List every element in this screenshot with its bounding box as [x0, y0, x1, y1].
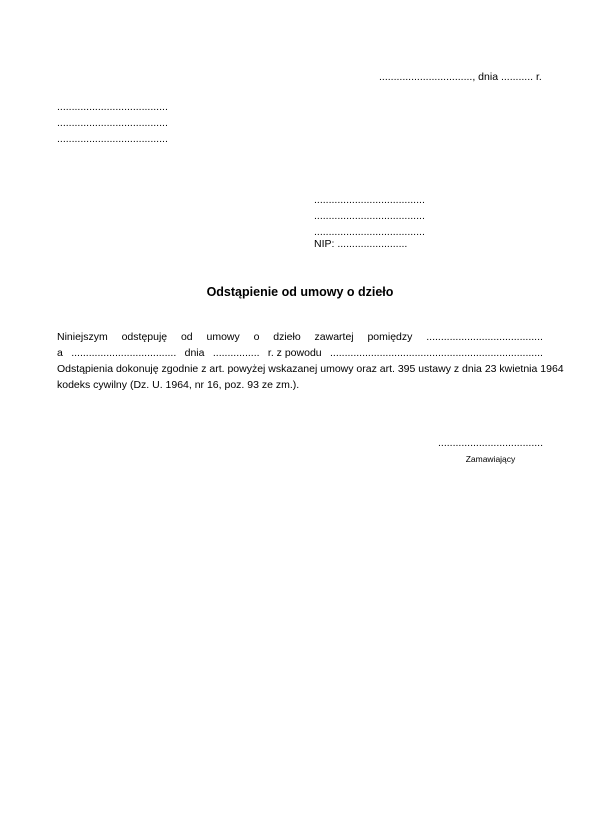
word: od [180, 331, 193, 343]
word: dzieło [273, 331, 301, 343]
date-blank: ................ [212, 347, 260, 359]
paragraph-line-3: Odstąpienia dokonuję zgodnie z art. powyżej wskazanej umowy oraz art. 395 ustawy z dnia 23 kwietnia 1964 [57, 363, 564, 375]
word: Niniejszym [57, 331, 108, 343]
word: o [253, 331, 260, 343]
recipient-line-3: ...................................... [314, 226, 425, 238]
sender-line-1: ...................................... [57, 101, 168, 113]
word: zawartej [314, 331, 354, 343]
signature-label: Zamawiający [465, 454, 516, 464]
sender-line-2: ...................................... [57, 117, 168, 129]
paragraph-line-1 [57, 329, 543, 345]
paragraph-line-2 [57, 345, 543, 361]
word: umowy [206, 331, 240, 343]
sender-line-3: ...................................... [57, 133, 168, 145]
word: a [57, 347, 63, 359]
word: odstępuję [121, 331, 168, 343]
recipient-line-1: ...................................... [314, 194, 425, 206]
paragraph-line-4: kodeks cywilny (Dz. U. 1964, nr 16, poz. 93 ze zm.). [57, 379, 300, 391]
document-title: Odstąpienie od umowy o dzieło [206, 285, 394, 299]
recipient-line-2: ...................................... [314, 210, 425, 222]
document-paragraph [57, 329, 564, 393]
signature-line: .................................... [438, 437, 544, 449]
reason-blank: ......................................................................... [330, 347, 543, 359]
place-date-field: ................................, dnia ........... r. [379, 71, 542, 83]
word: pomiędzy [367, 331, 413, 343]
recipient-nip: NIP: ........................ [314, 238, 408, 250]
word: dnia [184, 347, 205, 359]
word: r. z powodu [267, 347, 322, 359]
party-blank: ........................................ [426, 331, 543, 343]
party-blank: .................................... [71, 347, 177, 359]
